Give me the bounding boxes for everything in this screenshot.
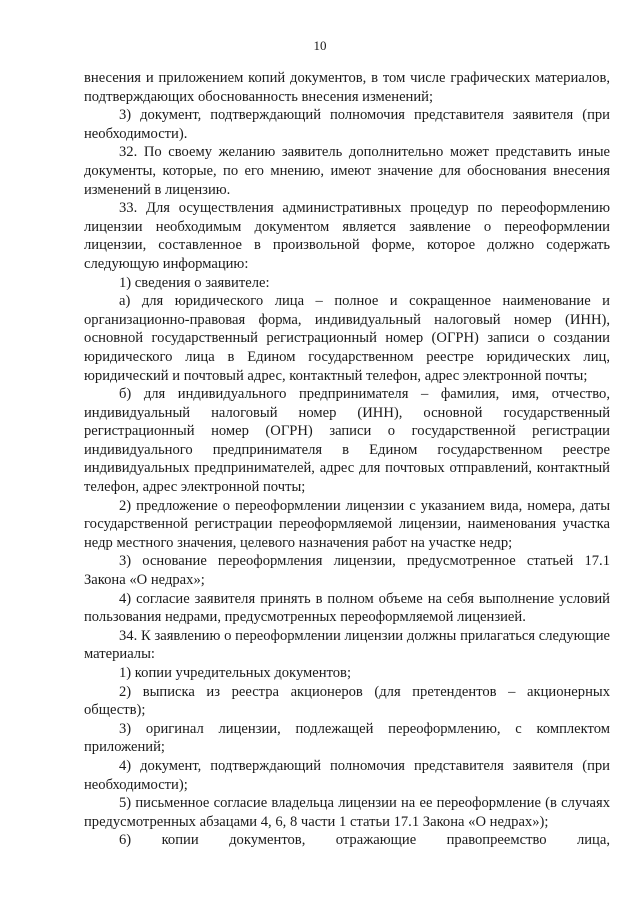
paragraph: 1) копии учредительных документов; bbox=[119, 665, 351, 681]
paragraph: 6) копии документов, отражающие правопреемство лица, bbox=[119, 832, 610, 849]
paragraph: а) для юридического лица – полное и сокращенное наименование и организационно-правовая форма, индивидуальный налоговый номер (ИНН), основной государственный регистрационный номер (ОГРН) записи о создании юридического лица в Едином государственном реестре юридических лиц, юридический и почтовый адрес, контактный телефон, адрес электронной почты; bbox=[84, 293, 610, 384]
paragraph: 2) предложение о переоформлении лицензии с указанием вида, номера, даты государственной регистрации переоформляемой лицензии, наименования участка недр местного значения, целевого назначения работ на участке недр; bbox=[84, 497, 610, 551]
paragraph: 2) выписка из реестра акционеров (для претендентов – акционерных обществ); bbox=[84, 683, 610, 719]
paragraph: 1) сведения о заявителе: bbox=[119, 274, 270, 291]
paragraph: 34. К заявлению о переоформлении лицензии должны прилагаться следующие материалы: bbox=[84, 627, 610, 663]
paragraph: 4) согласие заявителя принять в полном объеме на себя выполнение условий пользования недрами, предусмотренных переоформляемой лицензией. bbox=[84, 590, 610, 626]
paragraph: 32. По своему желанию заявитель дополнительно может представить иные документы, которые, по его мнению, имеют значение для обоснования внесения изменений в лицензию. bbox=[84, 144, 610, 198]
paragraph: 5) письменное согласие владельца лицензии на ее переоформление (в случаях предусмотренных абзацами 4, 6, 8 части 1 статьи 17.1 Закона «О недрах»); bbox=[84, 795, 610, 830]
document-body bbox=[84, 69, 610, 850]
paragraph: б) для индивидуального предпринимателя – фамилия, имя, отчество, индивидуальный налоговый номер (ИНН), основной государственный регистрационный номер (ОГРН) записи о государственной регистрации индивидуального предпринимателя в Едином государственном реестре индивидуальных предпринимателей, адрес для почтовых отправлений, контактный телефон, адрес электронной почты; bbox=[84, 386, 610, 496]
paragraph: внесения и приложением копий документов, в том числе графических материалов, подтверждающих обоснованность внесения изменений; bbox=[84, 70, 610, 105]
paragraph: 4) документ, подтверждающий полномочия представителя заявителя (при необходимости); bbox=[84, 757, 610, 793]
paragraph: 3) документ, подтверждающий полномочия представителя заявителя (при необходимости). bbox=[84, 107, 610, 142]
paragraph: 33. Для осуществления административных процедур по переоформлению лицензии необходимым документом является заявление о переоформлении лицензии, составленное в произвольной форме, которое должно содержать следующую информацию: bbox=[84, 200, 610, 272]
page-number: 10 bbox=[313, 38, 327, 53]
paragraph: 3) оригинал лицензии, подлежащей переоформлению, с комплектом приложений; bbox=[84, 720, 610, 756]
paragraph: 3) основание переоформления лицензии, предусмотренное статьей 17.1 Закона «О недрах»; bbox=[84, 553, 610, 589]
